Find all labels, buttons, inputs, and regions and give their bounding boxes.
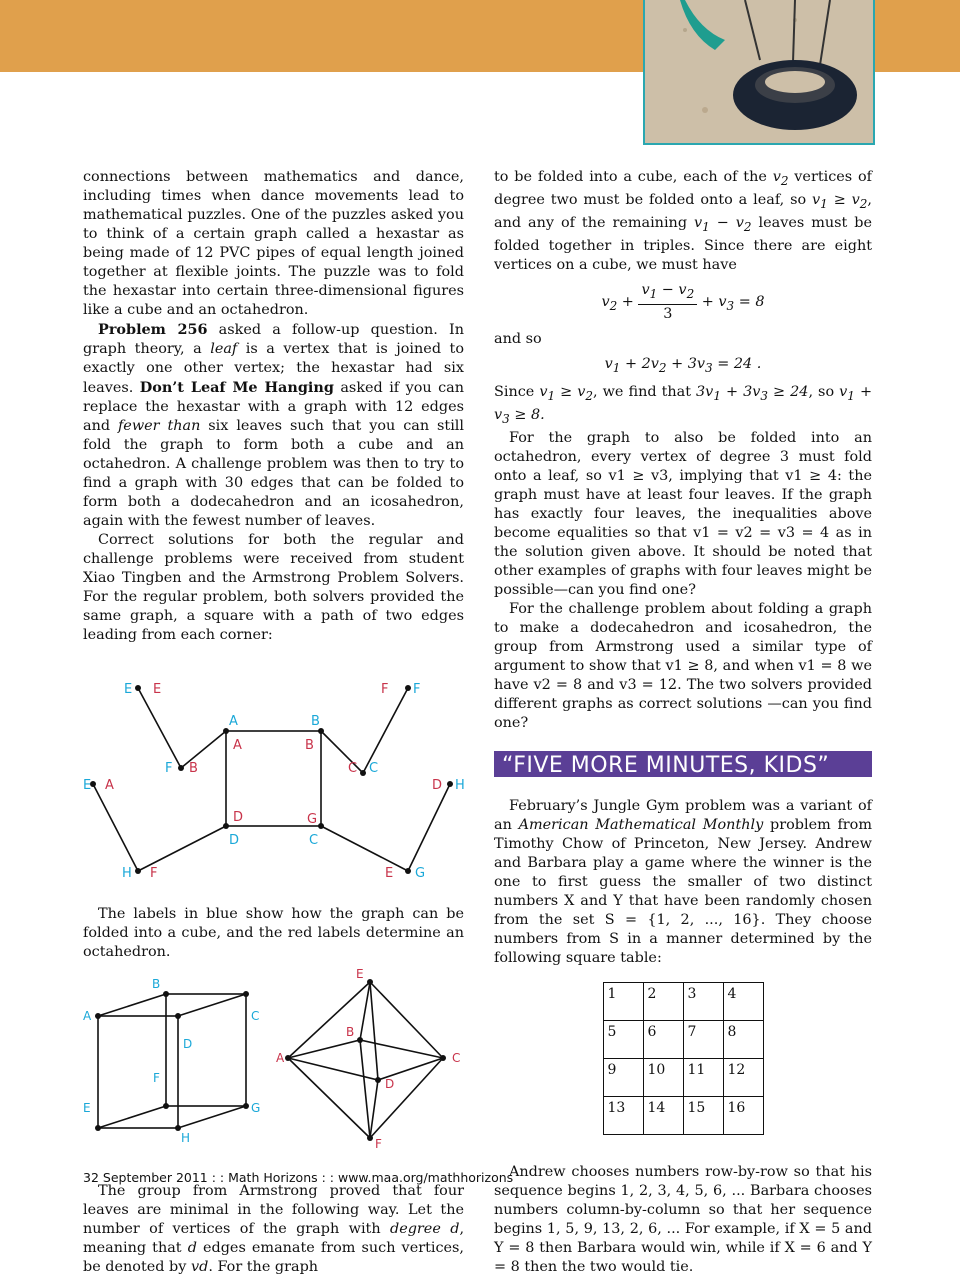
table-cell: 15	[683, 1097, 723, 1135]
page-footer: 32 September 2011 : : Math Horizons : : www.maa.org/mathhorizons	[83, 1170, 514, 1185]
section-heading: “FIVE MORE MINUTES, KIDS”	[494, 751, 872, 777]
text-span: vertices of degree two must be folded onto a leaf, so	[494, 169, 872, 208]
label-red: C	[348, 761, 358, 776]
text-span: to be folded into a cube, each of the	[494, 169, 773, 185]
label-red: A	[233, 738, 242, 753]
table-cell: 3	[683, 983, 723, 1021]
octa-label: B	[346, 1025, 355, 1039]
cube-drawing	[98, 994, 246, 1128]
label-red: B	[189, 761, 198, 776]
table-row	[603, 983, 763, 1021]
right-paragraph-6: Andrew chooses numbers row-by-row so that his sequence begins 1, 2, 3, 4, 5, 6, ... Barbara chooses numbers column-by-column so that her sequence begins 1, 5, 9, 13, 2, 6, ... For example, if X = 5 and Y = 8 then Barbara would win, while if X = 6 and Y = 8 then the two would tie.	[494, 1164, 872, 1276]
table-cell: 2	[643, 983, 683, 1021]
right-paragraph-3: For the graph to also be folded into an octahedron, every vertex of degree 3 must fold onto a leaf, so v1 ≥ v3, implying that v1 ≥ 4: the graph must have at least four leaves. If the graph has exactly four leaves, the inequalities above become equalities so that v1 = v2 = v3 = 4 as in the solution given above. It should be noted that other examples of graphs with four leaves might be possible—can you find one?	[494, 430, 872, 599]
octa-label: F	[375, 1137, 382, 1151]
label-blue: C	[309, 833, 319, 848]
math-var: vd	[190, 1259, 209, 1275]
text-span: , so	[808, 384, 840, 401]
hexastar-graph-figure	[83, 651, 483, 891]
cube-label: B	[152, 977, 161, 991]
table-cell: 13	[603, 1097, 643, 1135]
tire-swing-illustration	[645, 0, 875, 145]
and-so-text: and so	[494, 330, 542, 347]
left-paragraph-3: Correct solutions for both the regular and challenge problems were received from student Xiao Tingben and the Armstrong Problem Solvers. For the regular problem, both solvers provided the same graph, a square with a path of two edges leading from each corner:	[83, 532, 464, 643]
cube-label: E	[83, 1101, 91, 1115]
label-blue: H	[122, 866, 132, 881]
cube-label: F	[153, 1071, 160, 1085]
left-paragraph-4: The labels in blue show how the graph can be folded into a cube, and the red labels determine an octahedron.	[83, 906, 464, 960]
octahedron-drawing	[288, 982, 443, 1138]
cube-label: H	[181, 1131, 191, 1145]
left-column	[83, 168, 464, 1277]
problem-number: Problem 256	[98, 321, 208, 338]
octa-label: D	[385, 1077, 395, 1091]
right-paragraph-5	[494, 797, 872, 968]
right-column	[494, 168, 872, 1277]
label-blue: F	[165, 761, 173, 776]
table-cell: 9	[603, 1059, 643, 1097]
octa-label: A	[276, 1051, 285, 1065]
table-cell: 16	[723, 1097, 763, 1135]
text-span: , and any of the remaining	[494, 191, 872, 231]
cube-octahedron-figure	[83, 968, 483, 1168]
math-var: d	[187, 1240, 197, 1256]
table-cell: 8	[723, 1021, 763, 1059]
table-row	[603, 1097, 763, 1135]
leaf-term: leaf	[210, 341, 238, 357]
table-cell: 12	[723, 1059, 763, 1097]
octa-label: C	[452, 1051, 461, 1065]
label-red: B	[305, 738, 314, 753]
equation-2: $v_1 + 2v_2 + 3v_3 = 24$ .	[604, 355, 762, 375]
label-blue: E	[83, 778, 92, 793]
label-blue: G	[415, 866, 426, 881]
text-span: asked if you can replace the hexastar with a graph with 12 edges and	[83, 380, 464, 434]
text-span: . For the graph	[208, 1259, 319, 1275]
label-red: A	[105, 778, 114, 793]
text-span: is a vertex that is joined to exactly one other vertex; the hexastar had six leaves.	[83, 341, 465, 396]
journal-title: American Mathematical Monthly	[518, 817, 764, 834]
label-red: E	[385, 866, 394, 881]
table-cell: 1	[603, 983, 643, 1021]
text-span: Since	[494, 384, 540, 401]
text-span: leaves must be folded together in triples. Since there are eight vertices on a cube, we must have	[494, 214, 873, 273]
right-paragraph-1: to be folded into a cube, each of the $v_2$ vertices of degree two must be folded onto a leaf, so $v_1 \ge v_2$, and any of the remaining $v_1 - v_2$ leaves must be folded together in triples. Since there are eight vertices on a cube, we must have	[494, 169, 873, 273]
octa-label: E	[356, 968, 364, 981]
cube-label: D	[183, 1037, 193, 1051]
text-span: six leaves such that you can still fold the graph to form both a cube and an octahedron. A challenge problem was then to try to find a graph with 30 edges that can be folded to form both a dodecahedron and an icosahedron, again with the fewest number of leaves.	[83, 418, 464, 529]
left-paragraph-5	[83, 1182, 464, 1277]
cube-label: A	[83, 1009, 92, 1023]
right-paragraph-2: Since $v_1 \ge v_2$, we find that $3v_1 + 3v_3 \ge 24$, so $v_1 + v_3 \ge 8$.	[494, 384, 873, 427]
label-red: D	[432, 778, 443, 793]
tire-swing-photo	[643, 0, 875, 145]
label-blue: F	[413, 682, 421, 697]
number-table	[603, 982, 764, 1135]
table-cell: 11	[683, 1059, 723, 1097]
label-red: D	[233, 810, 244, 825]
label-blue: C	[369, 761, 379, 776]
right-paragraph-4: For the challenge problem about folding a graph to make a dodecahedron and icosahedron, the group from Armstrong used a similar type of argument to show that v1 ≥ 8, and when v1 = 8 we have v2 = 8 and v3 = 12. The two solvers provided different graphs as correct solutions —can you find one?	[494, 601, 872, 732]
text-span: edges emanate from such vertices, be denoted by	[83, 1240, 465, 1275]
left-paragraph-1: connections between mathematics and dance, including times when dance movements lead to mathematical puzzles. One of the puzzles asked you to think of a certain graph called a hexastar as being made of 12 PVC pipes of equal length joined together at flexible joints. The puzzle was to fold the hexastar into certain three-dimensional figures like a cube and an octahedron.	[83, 169, 464, 318]
text-span: asked a follow-up question. In graph theory, a	[83, 322, 464, 357]
table-cell: 6	[643, 1021, 683, 1059]
cube-label: C	[251, 1009, 260, 1023]
label-blue: D	[229, 833, 240, 848]
cube-label: G	[251, 1101, 261, 1115]
label-red: F	[381, 682, 389, 697]
table-row	[603, 1021, 763, 1059]
problem-title: Don’t Leaf Me Hanging	[139, 379, 334, 396]
label-red: G	[307, 812, 318, 827]
table-cell: 14	[643, 1097, 683, 1135]
equation-1: $v_2$ + $\frac{v_1 - v_2}{3}$ + $v_3 = 8$	[601, 281, 765, 322]
label-blue: E	[124, 682, 133, 697]
label-blue: H	[455, 778, 465, 793]
label-red: F	[150, 866, 158, 881]
label-blue: A	[229, 714, 238, 729]
emphasis: fewer than	[117, 418, 201, 434]
text-span: problem from Timothy Chow of Princeton, New Jersey. Andrew and Barbara play a game where the winner is the one to first guess the smaller of two distinct numbers X and Y that have been randomly chosen from the set S = {1, 2, ..., 16}. They choose numbers from S in a manner determined by the following square table:	[494, 817, 872, 967]
text-span: , meaning that	[83, 1221, 465, 1256]
table-cell: 10	[643, 1059, 683, 1097]
table-row	[603, 1059, 763, 1097]
text-span: February’s Jungle Gym problem was a variant of an	[494, 798, 872, 834]
label-red: E	[153, 682, 162, 697]
label-blue: B	[311, 714, 320, 729]
table-cell: 4	[723, 983, 763, 1021]
text-span: The group from Armstrong proved that four leaves are minimal in the following way. Let the number of vertices of the graph with	[83, 1183, 464, 1237]
table-cell: 5	[603, 1021, 643, 1059]
text-span: , we find that	[593, 384, 697, 401]
left-paragraph-2	[83, 320, 464, 531]
table-cell: 7	[683, 1021, 723, 1059]
emphasis: degree d	[389, 1221, 460, 1237]
